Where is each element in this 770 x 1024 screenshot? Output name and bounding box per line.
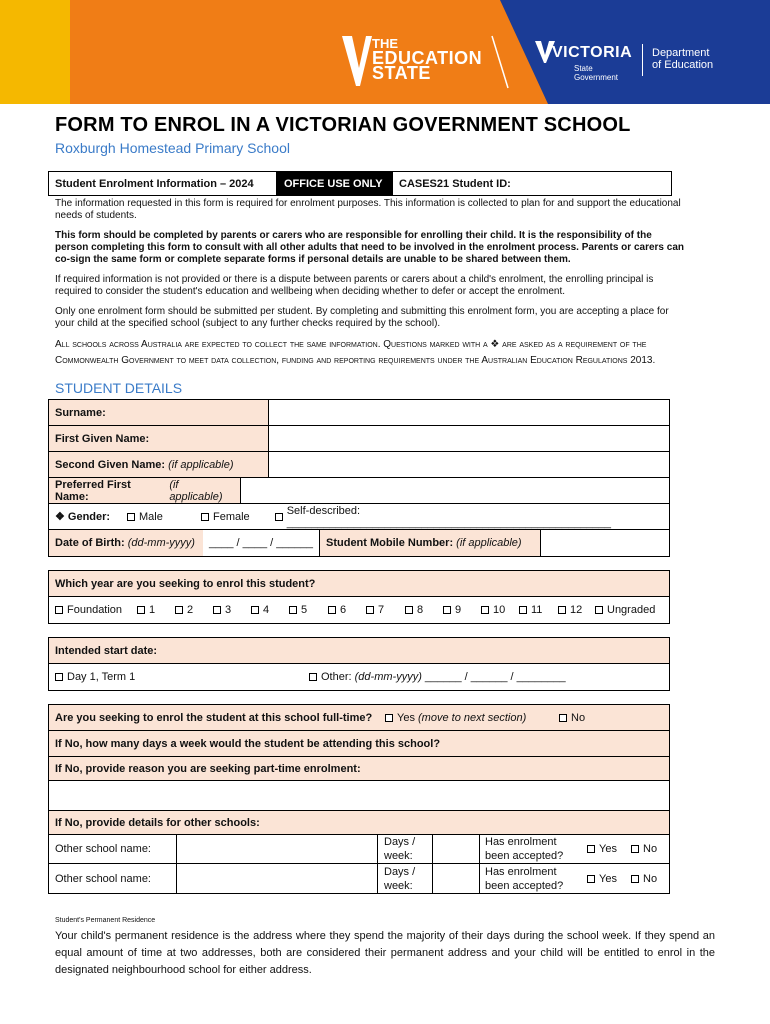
- gender-female-option[interactable]: [201, 504, 250, 529]
- other-school-name-label: Other school name:: [55, 872, 151, 885]
- year-option[interactable]: [55, 597, 122, 623]
- intro-paragraph-4: Only one enrolment form should be submitted per student. By completing and submitting this enrolment form, you are accepting a place for your child at the specified school (subject to any further checks required by the school).: [55, 306, 669, 329]
- intro-paragraph-5: All schools across Australia are expected to collect the same information. Questions marked with a ❖ are asked as a requirement of the Commonwealth Government to meet data collection, funding and reporting requirements under the Australian Education Regulations 2013.: [55, 339, 656, 366]
- year-option-label: 8: [417, 604, 424, 616]
- accepted-yes-option[interactable]: [587, 835, 617, 863]
- year-option[interactable]: [443, 597, 461, 623]
- mobile-label: Student Mobile Number:: [326, 537, 454, 549]
- other-date-blank[interactable]: ______ / ______ / ________: [424, 671, 566, 683]
- start-date-table: [48, 637, 670, 691]
- accepted-label: Has enrolment been accepted?: [485, 836, 564, 862]
- preferred-note: (if applicable): [169, 478, 223, 503]
- intro-paragraph-2: This form should be completed by parents or carers who are responsible for enrolling their child. It is the responsibility of the person completing this form to consult with all other adults that need to be involved in the enrolment process. Parents or carers can co-sign the same form or complete separate forms if personal details are unable to be shared between them.: [55, 230, 685, 265]
- day1-term1-label: Day 1, Term 1: [67, 671, 136, 683]
- other-date-option[interactable]: [309, 664, 566, 690]
- student-details-heading: STUDENT DETAILS: [55, 380, 183, 396]
- department-line1: Department: [652, 47, 710, 59]
- department-name: [652, 47, 713, 71]
- victoria-wordmark: VICTORIA: [552, 44, 633, 61]
- year-option-label: 3: [225, 604, 232, 616]
- other-schools-question: If No, provide details for other schools:: [55, 816, 260, 829]
- days-week-label: Days / week:: [384, 865, 416, 892]
- permanent-residence-text: Your child's permanent residence is the address where they spend the majority of their days during the school week. If they spend an equal amount of time at two addresses, both are considered their permanent address and your child will be entitled to enrol in the designated neighbourhood school for either address.: [55, 930, 715, 976]
- year-option-label: 1: [149, 604, 156, 616]
- reason-question-row: [49, 757, 669, 781]
- year-option-label: 10: [493, 604, 506, 616]
- days-question-row: [49, 731, 669, 757]
- dob-row: [49, 530, 669, 556]
- year-option[interactable]: [328, 597, 346, 623]
- year-option[interactable]: [519, 597, 542, 623]
- year-checkbox[interactable]: [519, 606, 527, 614]
- gender-label: ❖ Gender:: [55, 511, 111, 523]
- male-checkbox[interactable]: [127, 513, 135, 521]
- first-given-row: [49, 426, 669, 452]
- intro-paragraph-3: If required information is not provided or there is a dispute between parents or carers about a child's enrolment, the enrolling principal is required to consider the student's education and wellbeing when deciding whether to defer or accept the enrolment.: [55, 274, 654, 297]
- year-checkbox[interactable]: [405, 606, 413, 614]
- gender-row: [49, 504, 669, 530]
- year-option-label: 6: [340, 604, 347, 616]
- dob-input[interactable]: ____ / ____ / ______: [209, 537, 313, 549]
- surname-row: [49, 400, 669, 426]
- department-line2: of Education: [652, 59, 714, 71]
- year-option[interactable]: [481, 597, 505, 623]
- accepted-label: Has enrolment been accepted?: [485, 865, 564, 892]
- other-school-name-label: Other school name:: [55, 843, 151, 855]
- second-given-label: Second Given Name:: [55, 458, 166, 471]
- year-options-row: [49, 597, 669, 623]
- days-question: If No, how many days a week would the student be attending this school?: [55, 737, 441, 750]
- gender-self-option[interactable]: [275, 504, 669, 529]
- year-question-row: [49, 571, 669, 597]
- second-given-label-cell: [49, 452, 268, 477]
- surname-input[interactable]: [269, 400, 669, 425]
- year-checkbox[interactable]: [366, 606, 374, 614]
- self-described-checkbox[interactable]: [275, 513, 283, 521]
- year-checkbox[interactable]: [175, 606, 183, 614]
- accepted-yes-label: Yes: [599, 843, 617, 855]
- preferred-label-cell: [49, 478, 240, 503]
- female-checkbox[interactable]: [201, 513, 209, 521]
- accepted-yes-label: Yes: [599, 872, 617, 885]
- other-date-checkbox[interactable]: [309, 673, 317, 681]
- fulltime-question: Are you seeking to enrol the student at this school full-time?: [55, 711, 373, 724]
- year-level-table: [48, 570, 670, 624]
- fulltime-no-option[interactable]: [559, 705, 585, 730]
- accepted-no-label: No: [643, 843, 658, 855]
- year-question: Which year are you seeking to enrol this student?: [55, 577, 316, 590]
- dob-label-cell: [49, 530, 203, 556]
- accepted-no-checkbox[interactable]: [631, 875, 639, 883]
- reason-question: If No, provide reason you are seeking part-time enrolment:: [55, 762, 361, 775]
- fulltime-yes-checkbox[interactable]: [385, 714, 393, 722]
- year-option-label: Ungraded: [607, 604, 656, 616]
- year-option[interactable]: [175, 597, 193, 623]
- other-school-name-input[interactable]: [177, 835, 377, 863]
- preferred-input[interactable]: [241, 478, 669, 503]
- dob-note: (dd-mm-yyyy): [127, 537, 195, 549]
- other-school-row-2: [49, 864, 669, 893]
- accepted-no-option[interactable]: [631, 835, 657, 863]
- gender-male-option[interactable]: [127, 504, 163, 529]
- mobile-note: (if applicable): [456, 537, 522, 549]
- edu-logo-line2: EDUCATION: [372, 48, 483, 68]
- reason-input[interactable]: [49, 781, 669, 811]
- year-option[interactable]: [213, 597, 231, 623]
- fulltime-yes-label: Yes: [397, 711, 415, 724]
- day1-term1-checkbox[interactable]: [55, 673, 63, 681]
- victoria-sub-line2: Government: [574, 73, 619, 82]
- year-option[interactable]: [595, 597, 655, 623]
- other-school-row-1: [49, 835, 669, 864]
- year-checkbox[interactable]: [328, 606, 336, 614]
- fulltime-table: [48, 704, 670, 894]
- year-option[interactable]: [405, 597, 423, 623]
- year-option-label: 9: [455, 604, 462, 616]
- fulltime-yes-option[interactable]: [385, 705, 526, 730]
- year-checkbox[interactable]: [55, 606, 63, 614]
- fulltime-no-label: No: [571, 711, 586, 724]
- year-checkbox[interactable]: [137, 606, 145, 614]
- edu-logo-line1: THE: [372, 36, 398, 51]
- year-checkbox[interactable]: [558, 606, 566, 614]
- first-given-input[interactable]: [269, 426, 669, 451]
- form-title: FORM TO ENROL IN A VICTORIAN GOVERNMENT SCHOOL: [55, 114, 631, 136]
- accepted-no-label: No: [643, 872, 658, 885]
- year-option[interactable]: [251, 597, 269, 623]
- year-option-label: 11: [531, 604, 543, 616]
- accepted-yes-option[interactable]: [587, 864, 617, 893]
- first-given-label: First Given Name:: [49, 426, 268, 451]
- cases21-id-field[interactable]: CASES21 Student ID:: [399, 178, 511, 190]
- days-week-label: Days / week:: [384, 836, 416, 862]
- education-state-v-icon: [340, 34, 374, 90]
- start-date-options-row: [49, 664, 669, 690]
- start-date-row: [49, 638, 669, 664]
- surname-label: Surname:: [49, 400, 268, 425]
- accepted-no-option[interactable]: [631, 864, 657, 893]
- mobile-label-cell: [320, 530, 540, 556]
- victoria-government-logo: [534, 36, 644, 92]
- year-checkbox[interactable]: [443, 606, 451, 614]
- accepted-yes-checkbox[interactable]: [587, 845, 595, 853]
- year-checkbox[interactable]: [251, 606, 259, 614]
- days-week-input[interactable]: [433, 864, 479, 893]
- logo-divider: [642, 44, 643, 76]
- office-use-label: OFFICE USE ONLY: [277, 172, 393, 195]
- school-name: Roxburgh Homestead Primary School: [55, 140, 290, 156]
- self-described-label: Self-described: _____________________________________________________: [286, 504, 611, 529]
- edu-logo-slash-icon: [490, 34, 510, 90]
- year-checkbox[interactable]: [481, 606, 489, 614]
- year-option-label: Foundation: [67, 604, 123, 616]
- fulltime-no-checkbox[interactable]: [559, 714, 567, 722]
- preferred-label: Preferred First Name:: [55, 478, 131, 503]
- second-given-row: [49, 452, 669, 478]
- victoria-sub: [574, 64, 618, 82]
- enrolment-info-label: Student Enrolment Information – 2024: [49, 172, 277, 195]
- victoria-sub-line1: State: [574, 64, 593, 73]
- days-week-input[interactable]: [433, 835, 479, 863]
- female-label: Female: [213, 510, 250, 523]
- fulltime-row: [49, 705, 669, 731]
- year-option-label: 2: [187, 604, 194, 616]
- year-option[interactable]: [289, 597, 307, 623]
- year-checkbox[interactable]: [595, 606, 603, 614]
- year-checkbox[interactable]: [213, 606, 221, 614]
- edu-logo-line3: STATE: [372, 63, 431, 83]
- year-option[interactable]: [366, 597, 384, 623]
- second-given-note: (if applicable): [168, 458, 234, 471]
- banner-yellow-slant: [48, 0, 70, 104]
- year-checkbox[interactable]: [289, 606, 297, 614]
- education-state-logo: [340, 34, 510, 90]
- male-label: Male: [139, 510, 163, 523]
- student-details-table: [48, 399, 670, 557]
- year-option[interactable]: [137, 597, 155, 623]
- year-option-label: 5: [301, 604, 308, 616]
- fulltime-yes-note: (move to next section): [418, 711, 527, 724]
- enrolment-info-bar: [48, 171, 672, 196]
- preferred-row: [49, 478, 669, 504]
- other-schools-row: [49, 811, 669, 835]
- permanent-residence-heading: Student's Permanent Residence: [55, 917, 156, 924]
- other-date-label: Other:: [321, 671, 352, 683]
- other-school-name-input[interactable]: [177, 864, 377, 893]
- accepted-no-checkbox[interactable]: [631, 845, 639, 853]
- year-option-label: 4: [263, 604, 270, 616]
- mobile-input[interactable]: [541, 530, 669, 556]
- year-option[interactable]: [558, 597, 582, 623]
- header-banner: [0, 0, 770, 104]
- day1-term1-option[interactable]: [55, 664, 135, 690]
- intro-paragraph-1: The information requested in this form is required for enrolment purposes. This information is collected to plan for and support the educational needs of students.: [55, 198, 681, 221]
- dob-label: Date of Birth:: [55, 537, 125, 549]
- year-option-label: 12: [570, 604, 583, 616]
- second-given-input[interactable]: [269, 452, 669, 477]
- other-date-note: (dd-mm-yyyy): [354, 671, 422, 683]
- accepted-yes-checkbox[interactable]: [587, 875, 595, 883]
- start-date-label: Intended start date:: [55, 644, 158, 657]
- year-option-label: 7: [378, 604, 385, 616]
